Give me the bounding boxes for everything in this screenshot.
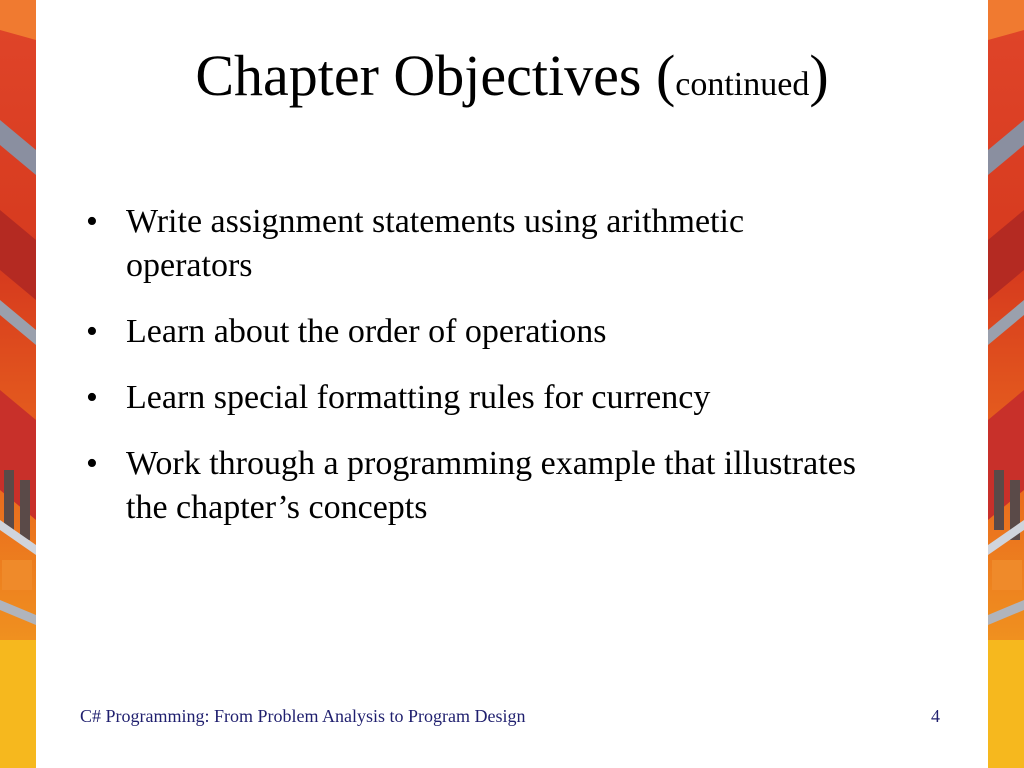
list-item — [84, 200, 874, 288]
right-decorative-strip — [988, 0, 1024, 768]
bullet-text: Write assignment statements using arithmetic operators — [126, 203, 745, 284]
footer-book-title: C# Programming: From Problem Analysis to Program Design — [80, 706, 526, 726]
title-close-paren: ) — [809, 43, 829, 108]
bullet-icon: • — [86, 445, 98, 482]
right-building-image — [988, 0, 1024, 768]
objectives-list — [84, 200, 874, 552]
left-decorative-strip — [0, 0, 36, 768]
bullet-icon: • — [86, 203, 98, 240]
bullet-icon: • — [86, 379, 98, 416]
list-item — [84, 310, 874, 354]
list-item — [84, 442, 874, 530]
bullet-text: Learn about the order of operations — [126, 313, 607, 350]
bullet-icon: • — [86, 313, 98, 350]
title-continued-text: continued — [675, 66, 810, 103]
list-item — [84, 376, 874, 420]
slide-title — [60, 40, 964, 121]
title-main-text: Chapter Objectives ( — [195, 43, 676, 108]
bullet-text: Learn special formatting rules for currency — [126, 379, 711, 416]
left-building-image — [0, 0, 36, 768]
page-number: 4 — [931, 706, 940, 726]
bullet-text: Work through a programming example that illustrates the chapter’s concepts — [126, 445, 856, 526]
